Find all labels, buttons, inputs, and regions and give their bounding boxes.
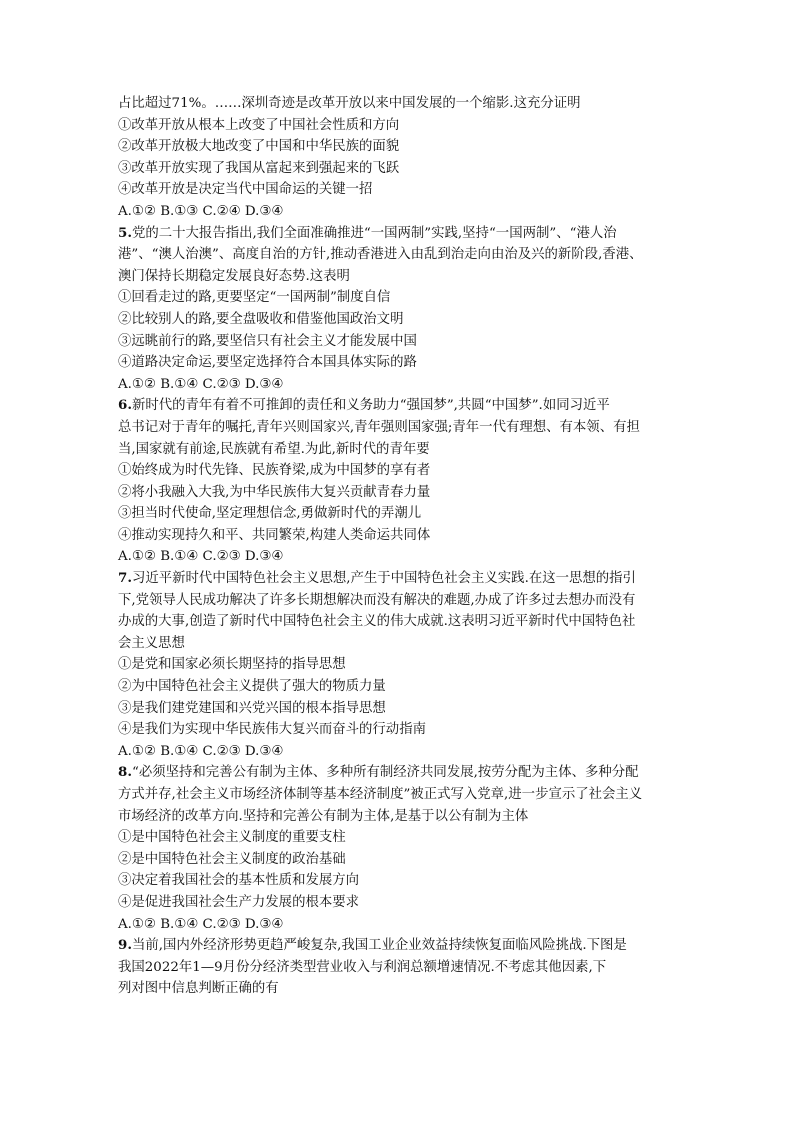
question-stem-line: 总书记对于青年的嘱托,青年兴则国家兴,青年强则国家强;青年一代有理想、有本领、有担 (118, 419, 640, 435)
question-stem-line: 办成的大事,创造了新时代中国特色社会主义的伟大成就.这表明习近平新时代中国特色社 (118, 614, 636, 630)
question-number: 6. (118, 397, 132, 414)
option-4: ④是我们为实现中华民族伟大复兴而奋斗的行动指南 (118, 722, 426, 738)
question-6 (118, 395, 678, 568)
question-4 (118, 93, 678, 223)
option-3: ③是我们建党建国和兴党兴国的根本指导思想 (118, 700, 386, 716)
question-stem-line: 列对图中信息判断正确的有 (118, 981, 279, 997)
question-stem-line: 当,国家就有前途,民族就有希望.为此,新时代的青年要 (118, 441, 430, 457)
question-stem-line (118, 762, 678, 784)
question-number: 7. (118, 570, 132, 587)
answer-choices: A.①② B.①④ C.②③ D.③④ (118, 916, 284, 932)
question-number: 8. (118, 764, 132, 781)
answer-choices: A.①② B.①③ C.②④ D.③④ (118, 203, 284, 219)
question-9 (118, 935, 678, 1000)
question-stem-line: 我国2022年1—9月份分经济类型营业收入与利润总额增速情况.不考虑其他因素,下 (118, 959, 607, 975)
question-stem-text: 习近平新时代中国特色社会主义思想,产生于中国特色社会主义实践.在这一思想的指引 (131, 571, 636, 587)
question-stem-text: 新时代的青年有着不可推卸的责任和义务助力“强国梦”,共圆“中国梦”.如同习近平 (131, 398, 610, 414)
question-5 (118, 223, 678, 396)
question-stem-line: 港”、“澳人治澳”、高度自治的方针,推动香港进入由乱到治走向由治及兴的新阶段,香港、 (118, 247, 643, 263)
question-stem-line (118, 568, 678, 590)
question-stem-line (118, 395, 678, 417)
option-2: ②比较别人的路,要全盘吸收和借鉴他国政治文明 (118, 311, 404, 327)
question-stem-line: 占比超过71%。……深圳奇迹是改革开放以来中国发展的一个缩影.这充分证明 (118, 96, 581, 111)
option-2: ②改革开放极大地改变了中国和中华民族的面貌 (118, 139, 400, 155)
answer-choices: A.①② B.①④ C.②③ D.③④ (118, 743, 284, 759)
question-stem-line (118, 223, 678, 245)
question-stem-line: 下,党领导人民成功解决了许多长期想解决而没有解决的难题,办成了许多过去想办而没有 (118, 592, 636, 608)
option-2: ②将小我融入大我,为中华民族伟大复兴贡献青春力量 (118, 484, 431, 500)
option-3: ③远眺前行的路,要坚信只有社会主义才能发展中国 (118, 333, 417, 349)
question-stem-line (118, 935, 678, 957)
question-stem-text: “必须坚持和完善公有制为主体、多种所有制经济共同发展,按劳分配为主体、多种分配 (131, 765, 639, 781)
question-stem-line: 方式并存,社会主义市场经济体制等基本经济制度”被正式写入党章,进一步宣示了社会主义 (118, 787, 643, 802)
option-3: ③改革开放实现了我国从富起来到强起来的飞跃 (118, 160, 400, 176)
question-number: 5. (118, 224, 132, 241)
question-stem-text: 当前,国内外经济形势更趋严峻复杂,我国工业企业效益持续恢复面临风险挑战.下图是 (131, 938, 627, 954)
question-stem-line: 澳门保持长期稳定发展良好态势.这表明 (118, 268, 350, 284)
question-number: 9. (118, 937, 132, 954)
option-4: ④是促进我国社会生产力发展的根本要求 (118, 894, 360, 910)
option-3: ③担当时代使命,坚定理想信念,勇做新时代的弄潮儿 (118, 506, 422, 522)
answer-choices: A.①② B.①④ C.②③ D.③④ (118, 549, 284, 565)
question-stem-line: 会主义思想 (118, 635, 185, 651)
option-1: ①回看走过的路,更要坚定“一国两制”制度自信 (118, 290, 391, 306)
question-stem-line: 市场经济的改革方向.坚持和完善公有制为主体,是基于以公有制为主体 (118, 808, 529, 824)
question-8 (118, 762, 678, 935)
option-1: ①是中国特色社会主义制度的重要支柱 (118, 830, 346, 846)
option-4: ④道路决定命运,要坚定选择符合本国具体实际的路 (118, 355, 417, 371)
option-1: ①始终成为时代先锋、民族脊梁,成为中国梦的享有者 (118, 463, 431, 479)
option-3: ③决定着我国社会的基本性质和发展方向 (118, 873, 360, 889)
option-4: ④推动实现持久和平、共同繁荣,构建人类命运共同体 (118, 527, 431, 543)
exam-page (118, 93, 678, 1000)
option-1: ①是党和国家必须长期坚持的指导思想 (118, 657, 346, 673)
option-1: ①改革开放从根本上改变了中国社会性质和方向 (118, 117, 400, 133)
question-7 (118, 568, 678, 762)
answer-choices: A.①② B.①④ C.②③ D.③④ (118, 376, 284, 392)
option-2: ②为中国特色社会主义提供了强大的物质力量 (118, 679, 386, 695)
question-stem-text: 党的二十大报告指出,我们全面准确推进“一国两制”实践,坚持“一国两制”、“港人治 (131, 225, 617, 241)
option-2: ②是中国特色社会主义制度的政治基础 (118, 851, 346, 867)
option-4: ④改革开放是决定当代中国命运的关键一招 (118, 182, 373, 198)
